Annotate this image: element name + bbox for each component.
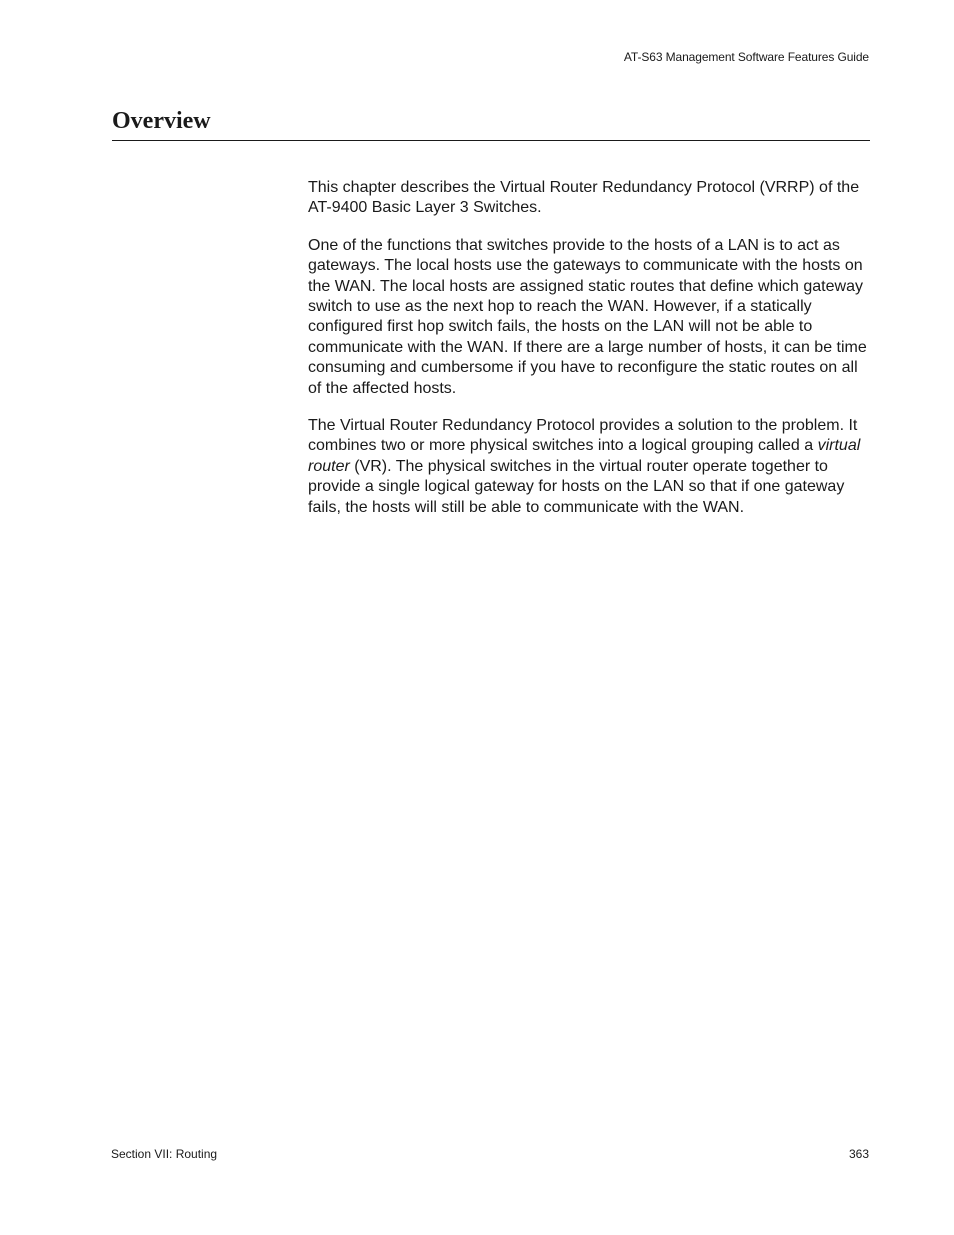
running-header: AT-S63 Management Software Features Guide — [623, 50, 869, 64]
footer-section-label: Section VII: Routing — [111, 1147, 218, 1161]
paragraph-text-end: (VR). The physical switches in the virtual router operate together to provide a single logical gateway for hosts on the LAN so that if one gateway fails, the hosts will still be able to communicate with the WAN. — [308, 457, 845, 516]
footer-page-number: 363 — [848, 1147, 869, 1161]
virtual-router-term: virtual router — [308, 437, 861, 475]
paragraph-text-start: The Virtual Router Redundancy Protocol provides a solution to the problem. It combines two or more physical switches into a logical grouping called a — [308, 417, 858, 455]
paragraph-gateways: One of the functions that switches provide to the hosts of a LAN is to act as gateways. The local hosts use the gateways to communicate with the hosts on the WAN. The local hosts are assigned static routes that define which gateway switch to use as the next hop to reach the WAN. However, if a statically configured first hop switch fails, the hosts on the LAN will not be able to communicate with the WAN. If there are a large number of hosts, it can be time consuming and cumbersome if you have to reconfigure the static routes on all of the affected hosts. — [308, 236, 867, 397]
section-title: Overview — [112, 108, 211, 134]
body-text — [308, 178, 870, 535]
paragraph-vrrp-solution — [308, 416, 870, 518]
paragraph-intro: This chapter describes the Virtual Router Redundancy Protocol (VRRP) of the AT-9400 Basic Layer 3 Switches. — [308, 179, 860, 217]
title-rule — [112, 140, 870, 141]
